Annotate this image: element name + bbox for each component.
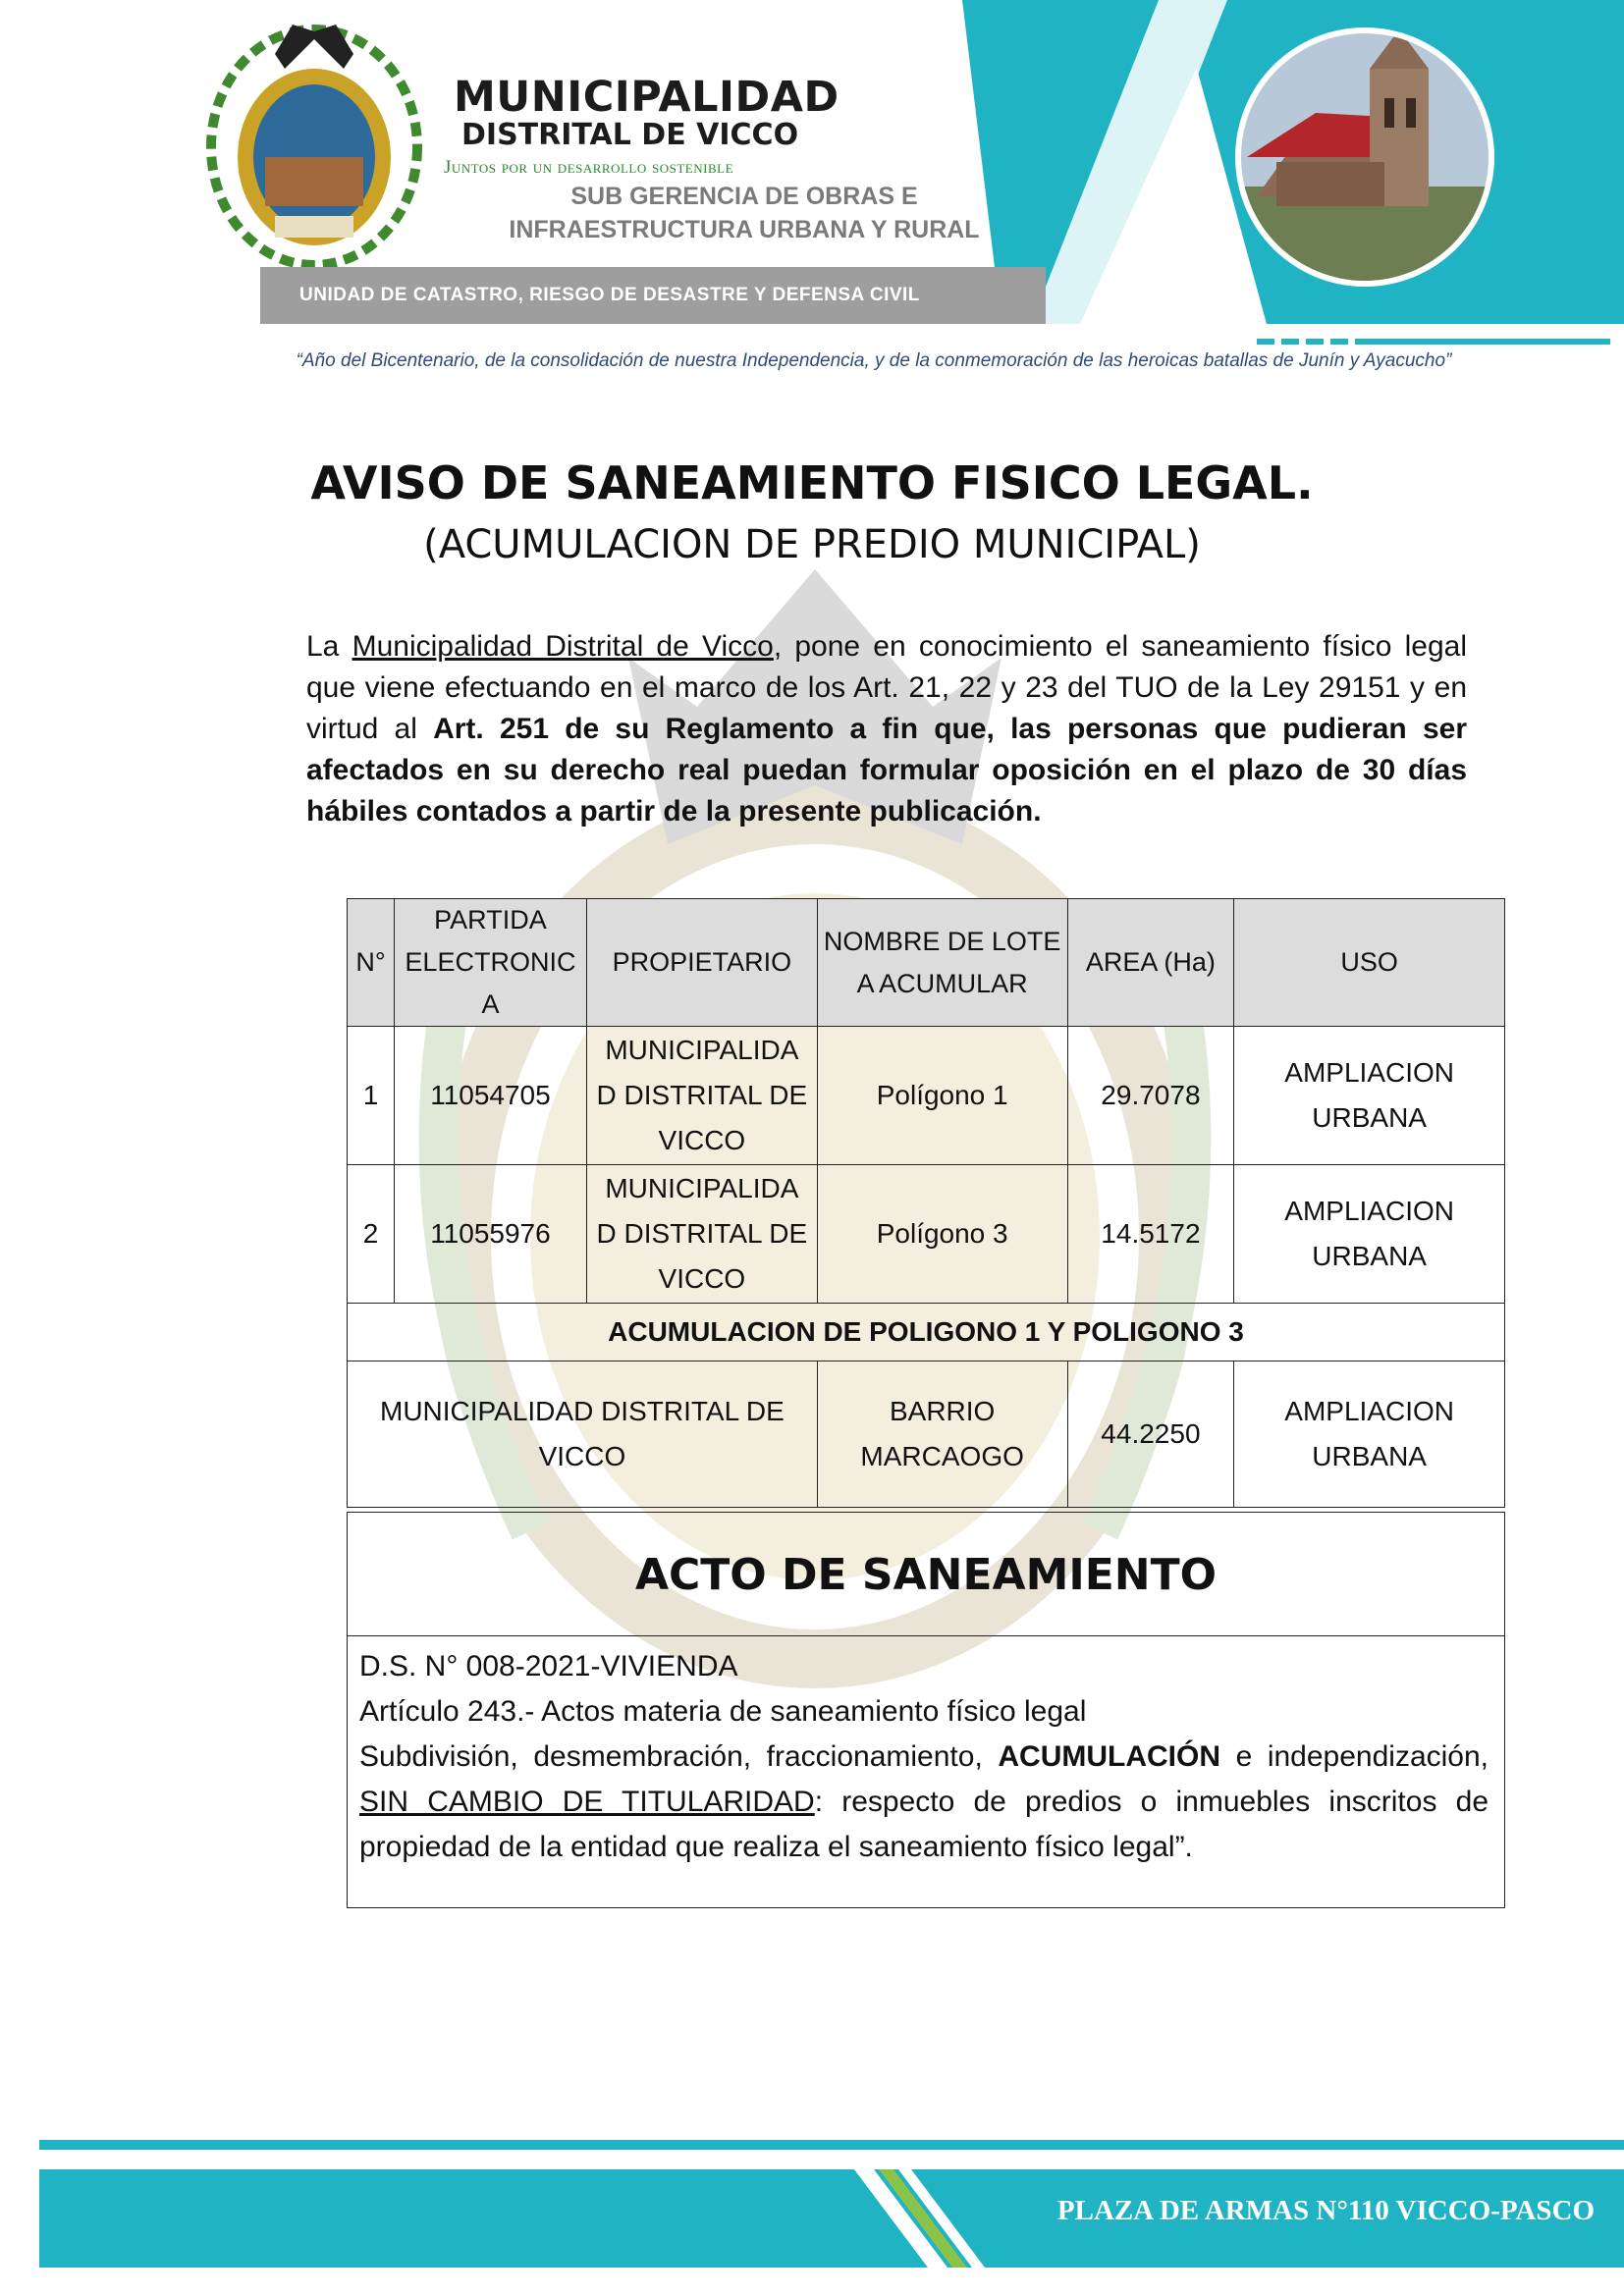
final-uso: AMPLIACION URBANA: [1234, 1362, 1505, 1508]
notice-paragraph: [306, 626, 1467, 832]
acto-decree: D.S. N° 008-2021-VIVIENDA: [359, 1650, 738, 1682]
unit-banner: [260, 267, 1046, 324]
acto-text-1: Subdivisión, desmembración, fraccionamiento,: [359, 1740, 999, 1773]
footer-stripes-icon: [854, 2169, 992, 2268]
para-part-3: , pone en conocimiento el saneamiento físico legal que viene efectuando en el marco de los Art. 21, 22 y 23 del TUO de la Ley 29151 y en virtud al: [306, 630, 1467, 745]
acto-saneamiento-box: [347, 1512, 1505, 1908]
acto-heading-row: [348, 1513, 1504, 1636]
cell-propietario: MUNICIPALIDA D DISTRITAL DE VICCO: [586, 1027, 817, 1165]
cell-lote: Polígono 1: [817, 1027, 1067, 1165]
final-lote: BARRIO MARCAOGO: [817, 1362, 1067, 1508]
col-header-propietario: PROPIETARIO: [586, 899, 817, 1027]
acto-text-5: : respecto de predios o inmuebles inscritos de propiedad de la entidad que realiza el saneamiento físico legal”.: [359, 1786, 1489, 1863]
para-part-1: La: [306, 630, 352, 663]
col-header-uso: USO: [1234, 899, 1505, 1027]
footer-address: PLAZA DE ARMAS N°110 VICCO-PASCO: [1056, 2195, 1595, 2226]
footer-line: [39, 2140, 1624, 2150]
cell-lote: Polígono 3: [817, 1165, 1067, 1304]
final-area: 44.2250: [1067, 1362, 1234, 1508]
unit-banner-text: UNIDAD DE CATASTRO, RIESGO DE DESASTRE Y DEFENSA CIVIL: [299, 285, 920, 305]
acto-acumulacion: ACUMULACIÓN: [998, 1740, 1220, 1773]
table-row: [348, 1027, 1505, 1165]
gerencia-name: [469, 180, 1019, 246]
acto-heading: ACTO DE SANEAMIENTO: [634, 1550, 1218, 1600]
cell-area: 14.5172: [1067, 1165, 1234, 1304]
table-header-row: [348, 899, 1505, 1027]
acto-sin-cambio: SIN CAMBIO DE TITULARIDAD: [359, 1786, 815, 1818]
org-title: MUNICIPALIDAD: [454, 73, 839, 122]
table-row: [348, 1165, 1505, 1304]
cell-partida: 11055976: [394, 1165, 586, 1304]
cell-uso: AMPLIACION URBANA: [1234, 1165, 1505, 1304]
page-subtitle: (ACUMULACION DE PREDIO MUNICIPAL): [423, 522, 1201, 567]
cell-n: 2: [348, 1165, 395, 1304]
col-header-area: AREA (Ha): [1067, 899, 1234, 1027]
para-article: Art. 251 de su Reglamento a fin que, las personas que pudieran ser afectados en su derecho real puedan formular oposición en el plazo de 30 días hábiles contados a partir de la presente publicación.: [306, 713, 1467, 828]
lots-table: [347, 898, 1505, 1508]
gerencia-line-1: SUB GERENCIA DE OBRAS E: [570, 183, 918, 210]
acto-article: Artículo 243.- Actos materia de saneamiento físico legal: [359, 1695, 1087, 1728]
org-slogan: Juntos por un desarrollo sostenible: [444, 157, 734, 178]
page-title: AVISO DE SANEAMIENTO FISICO LEGAL.: [310, 456, 1314, 509]
cell-n: 1: [348, 1027, 395, 1165]
cell-area: 29.7078: [1067, 1027, 1234, 1165]
acumulacion-row: [348, 1304, 1505, 1362]
acumulacion-label: ACUMULACION DE POLIGONO 1 Y POLIGONO 3: [348, 1304, 1505, 1362]
acto-text-3: e independización,: [1220, 1740, 1489, 1773]
col-header-lote: NOMBRE DE LOTE A ACUMULAR: [817, 899, 1067, 1027]
acto-text: [359, 1735, 1489, 1870]
bicentenario-motto: “Año del Bicentenario, de la consolidación de nuestra Independencia, y de la conmemoración de las heroicas batallas de Junín y Ayacucho”: [296, 350, 1452, 371]
cell-uso: AMPLIACION URBANA: [1234, 1027, 1505, 1165]
cell-propietario: MUNICIPALIDA D DISTRITAL DE VICCO: [586, 1165, 817, 1304]
cell-partida: 11054705: [394, 1027, 586, 1165]
acto-body: [359, 1644, 1489, 1870]
para-municipality: Municipalidad Distrital de Vicco: [352, 630, 774, 663]
gerencia-line-2: INFRAESTRUCTURA URBANA Y RURAL: [509, 216, 980, 243]
final-propietario: MUNICIPALIDAD DISTRITAL DE VICCO: [348, 1362, 818, 1508]
col-header-partida: PARTIDA ELECTRONIC A: [394, 899, 586, 1027]
org-subtitle: DISTRITAL DE VICCO: [461, 118, 799, 152]
col-header-n: N°: [348, 899, 395, 1027]
final-row: [348, 1362, 1505, 1508]
